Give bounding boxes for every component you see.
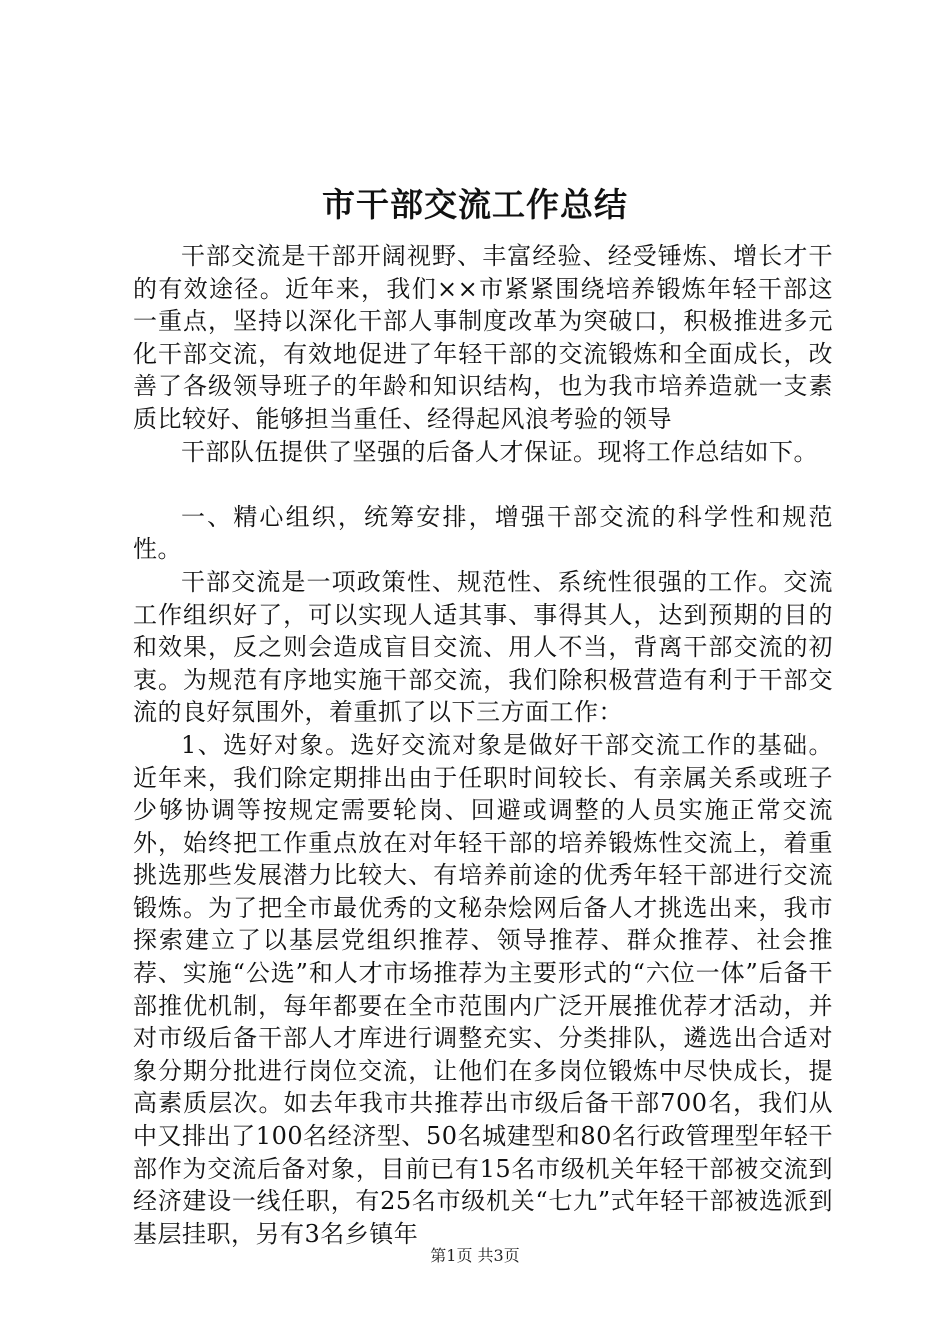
section-heading: 一、精心组织，统筹安排，增强干部交流的科学性和规范性。 xyxy=(133,502,833,564)
subsection-paragraph: 1、选好对象。选好交流对象是做好干部交流工作的基础。近年来，我们除定期排出由于任职时间较长、有亲属关系或班子少够协调等按规定需要轮岗、回避或调整的人员实施正常交流外，始终把工作重点放在对年轻干部的培养锻炼性交流上，着重挑选那些发展潜力比较大、有培养前途的优秀年轻干部进行交流锻炼。为了把全市最优秀的文秘杂烩网后备人才挑选出来，我市探索建立了以基层党组织推荐、领导推荐、群众推荐、社会推荐、实施“公选”和人才市场推荐为主要形式的“六位一体”后备干部推优机制，每年都要在全市范围内广泛开展推优荐才活动，并对市级后备干部人才库进行调整充实、分类排队，遴选出合适对象分期分批进行岗位交流，让他们在多岗位锻炼中尽快成长，提高素质层次。如去年我市共推荐出市级后备干部700名，我们从中又排出了100名经济型、50名城建型和80名行政管理型年轻干部作为交流后备对象，目前已有15名市级机关年轻干部被交流到经济建设一线任职，有25名市级机关“七九”式年轻干部被选派到基层挂职，另有3名乡镇年 xyxy=(133,730,833,1248)
intro-paragraph: 干部交流是干部开阔视野、丰富经验、经受锤炼、增长才干的有效途径。近年来，我们××市紧紧围绕培养锻炼年轻干部这一重点，坚持以深化干部人事制度改革为突破口，积极推进多元化干部交流，有效地促进了年轻干部的交流锻炼和全面成长，改善了各级领导班子的年龄和知识结构，也为我市培养造就一支素质比较好、能够担当重任、经得起风浪考验的领导 xyxy=(133,242,833,433)
document-body xyxy=(133,240,833,1250)
document-title: 市干部交流工作总结 xyxy=(322,185,628,224)
paragraph-gap xyxy=(133,468,833,501)
intro-paragraph-continued: 干部队伍提供了坚强的后备人才保证。现将工作总结如下。 xyxy=(181,437,818,466)
section-paragraph: 干部交流是一项政策性、规范性、系统性很强的工作。交流工作组织好了，可以实现人适其事、事得其人，达到预期的目的和效果，反之则会造成盲目交流、用人不当，背离干部交流的初衷。为规范有序地实施干部交流，我们除积极营造有利于干部交流的良好氛围外，着重抓了以下三方面工作： xyxy=(133,567,833,727)
page-footer: 第1页 共3页 xyxy=(430,1246,520,1265)
